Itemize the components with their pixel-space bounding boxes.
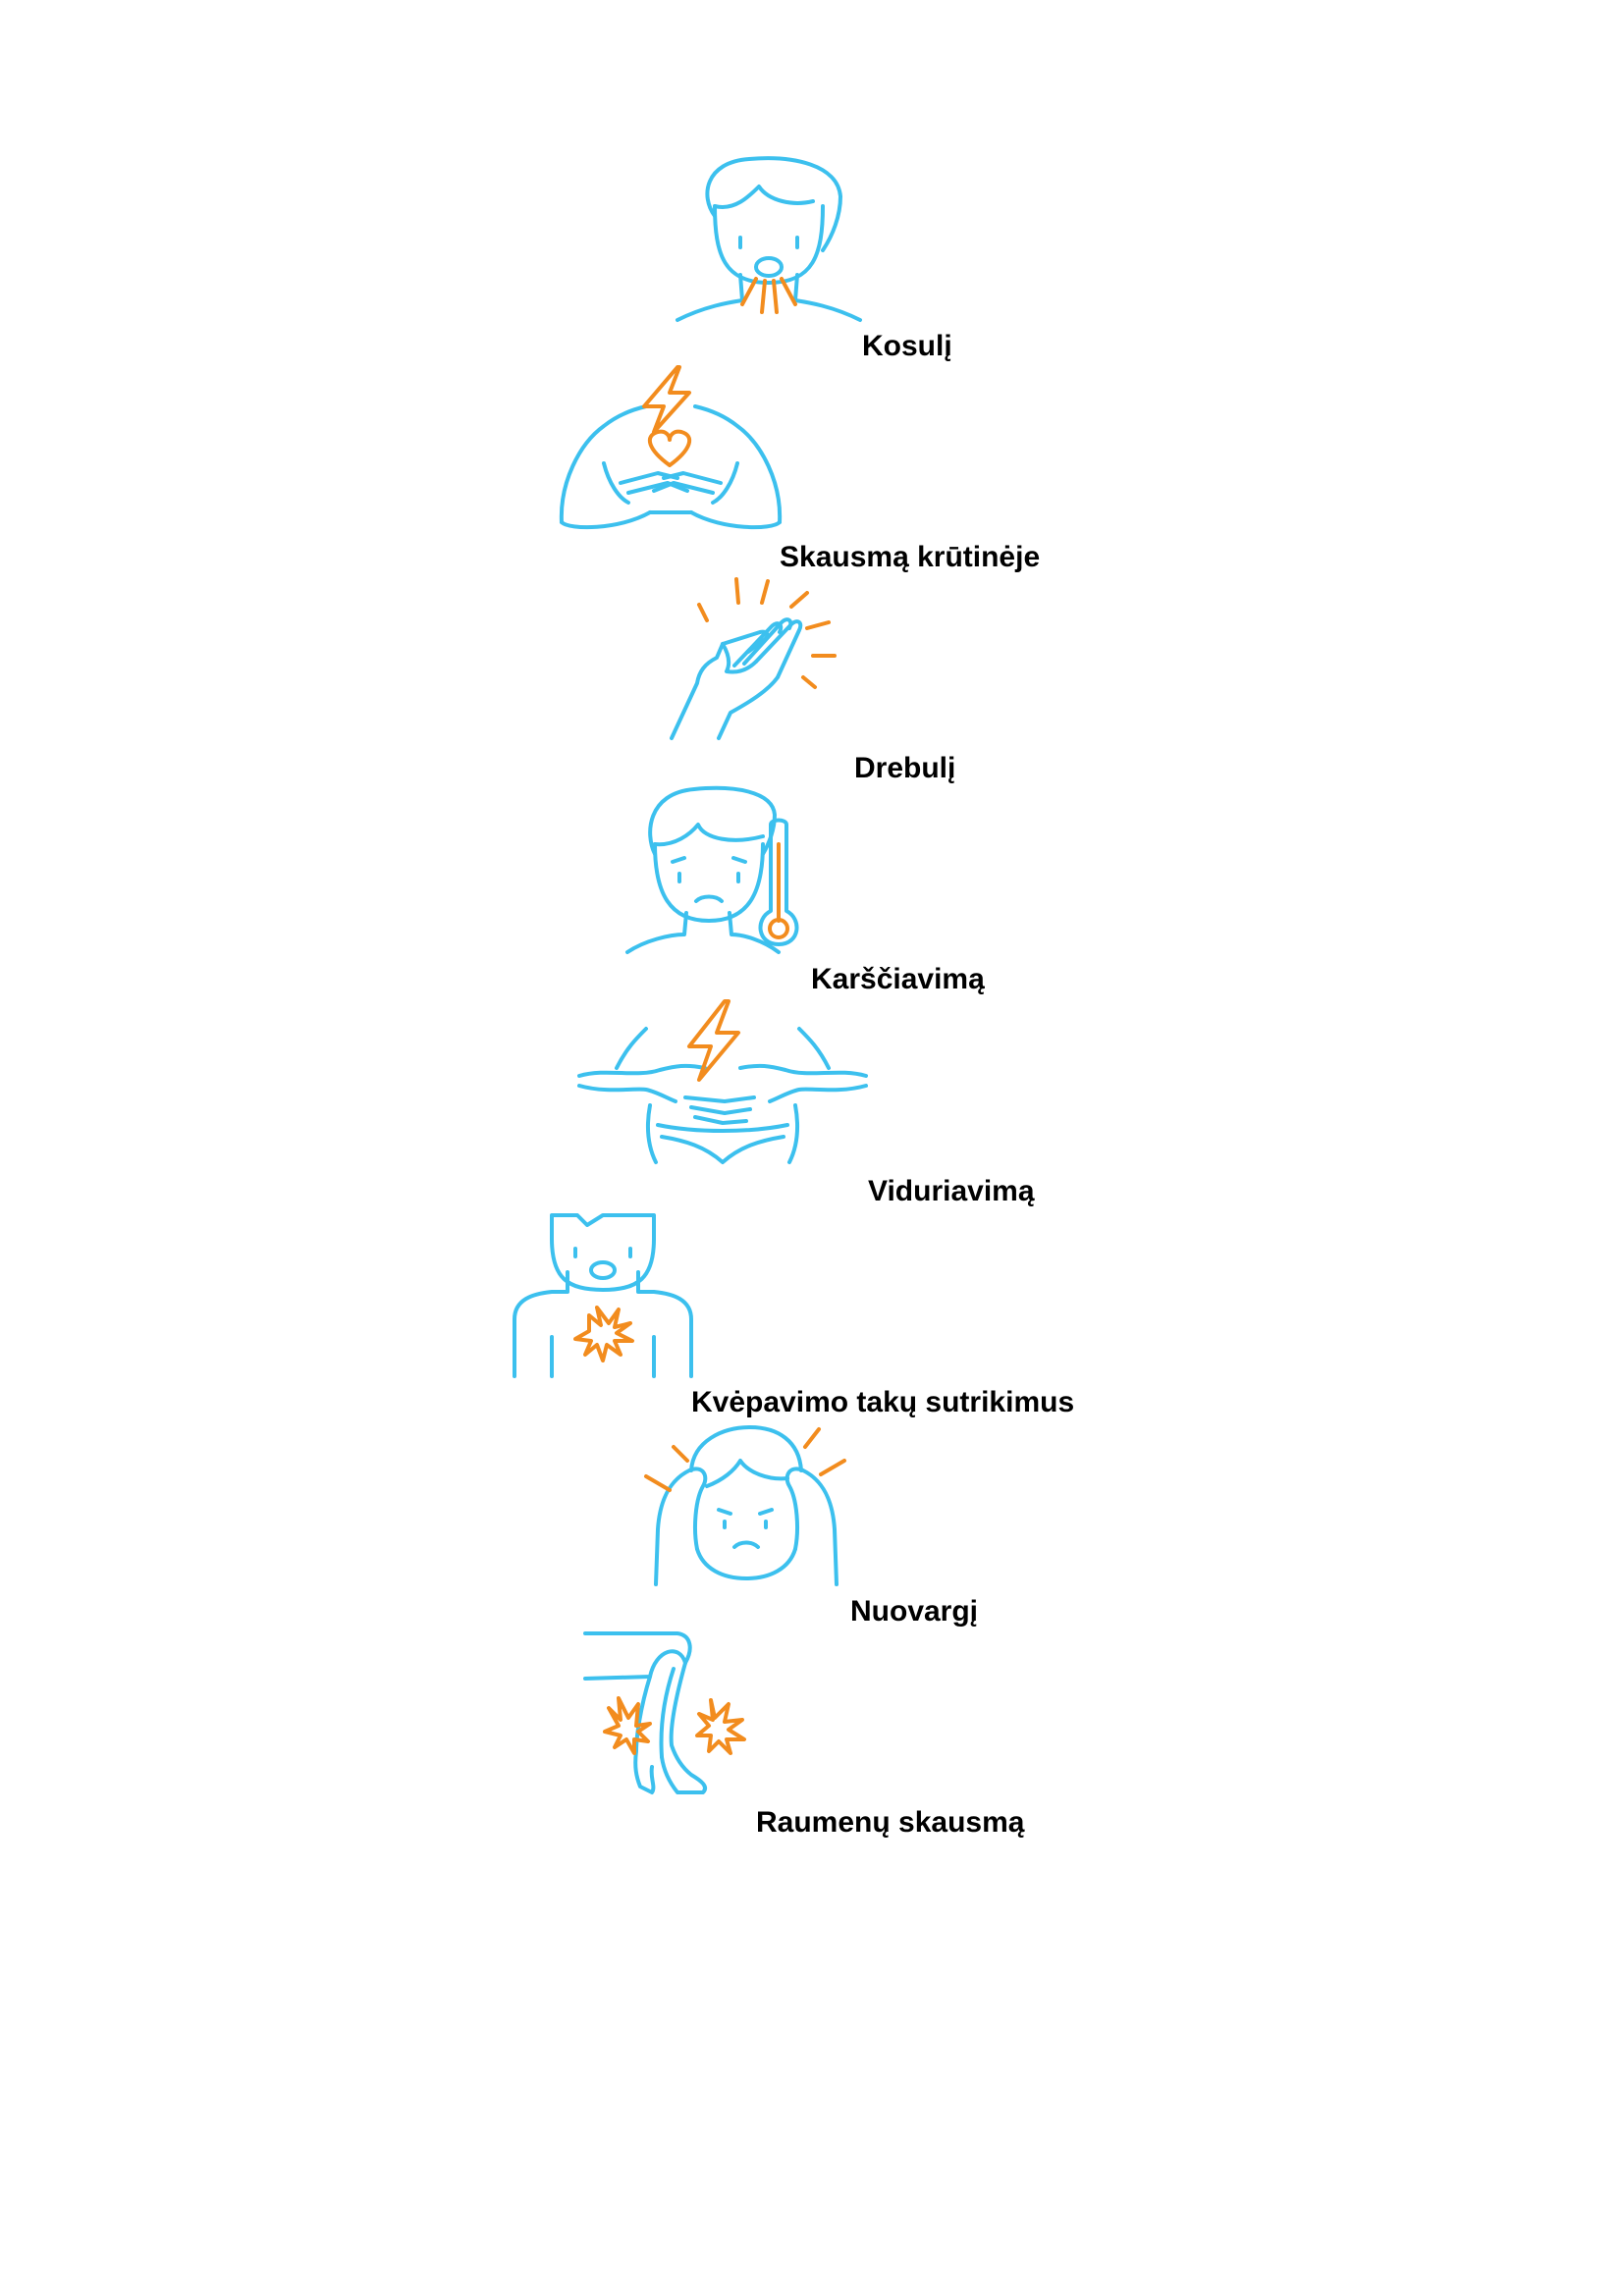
cough-icon <box>676 157 862 322</box>
symptom-label: Raumenų skausmą <box>756 1806 1025 1839</box>
symptom-label: Kvėpavimo takų sutrikimus <box>691 1386 1075 1418</box>
symptom-label: Drebulį <box>854 752 956 784</box>
symptom-label: Karščiavimą <box>811 963 985 995</box>
symptom-label: Nuovargį <box>850 1595 979 1628</box>
muscle-pain-legs-icon <box>581 1629 756 1796</box>
symptom-label: Kosulį <box>862 330 952 362</box>
fatigue-headache-icon <box>644 1421 850 1586</box>
fever-thermometer-icon <box>625 785 812 954</box>
trembling-hand-icon <box>670 575 852 740</box>
symptom-label: Skausmą krūtinėje <box>780 541 1041 573</box>
breathing-difficulty-icon <box>513 1209 693 1378</box>
chest-pain-icon <box>560 365 782 534</box>
stomach-pain-icon <box>577 999 868 1164</box>
symptom-label: Viduriavimą <box>868 1175 1035 1207</box>
